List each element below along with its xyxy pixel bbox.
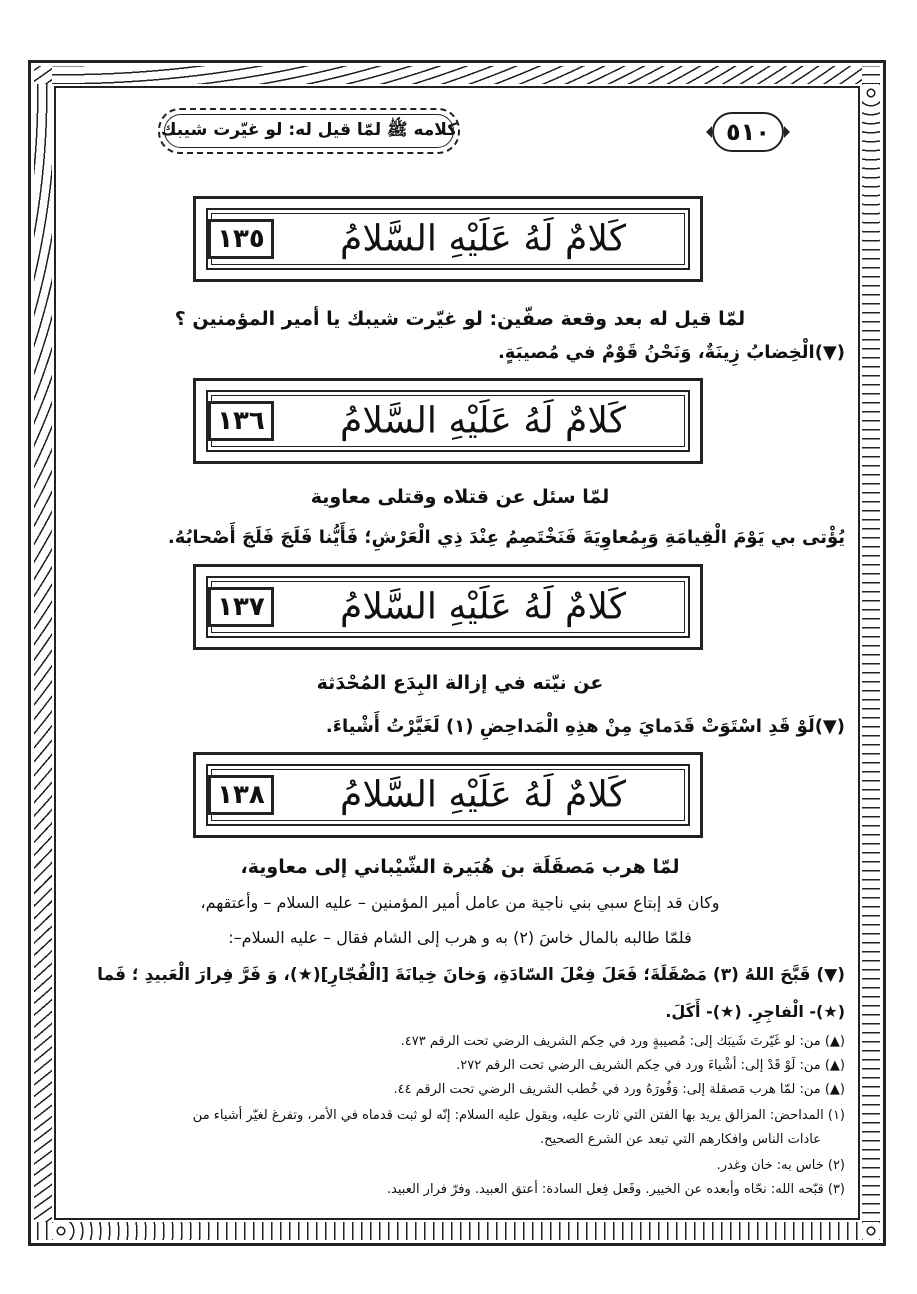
section-number: ١٣٥ xyxy=(208,219,274,259)
section-text: (▼)لَوْ قَدِ اسْتَوَتْ قَدَمايَ مِنْ هذِهِ الْمَداحِضِ (١) لَغَيَّرْتُ أَشْياءَ. xyxy=(325,716,845,737)
section-number: ١٣٦ xyxy=(208,401,274,441)
section-text: (▼) قَبَّحَ اللهُ (٣) مَصْقَلَةَ؛ فَعَلَ فِعْلَ السّادَةِ، وَخانَ خِيانَةَ [الْفُجّارِ](★)، وَ فَرَّ فِرارَ الْعَبيدِ ؛ فَما xyxy=(97,965,845,985)
section-body-line: وكان قد إبتاع سبي بني ناجية من عامل أمير المؤمنين – عليه السلام – وأعتقهم، xyxy=(200,893,720,912)
section-title: كَلامٌ لَهُ عَلَيْهِ السَّلامُ xyxy=(340,218,626,260)
section-occasion: عن نيّته في إزالة البِدَع المُحْدَثة xyxy=(316,672,604,694)
section-number: ١٣٨ xyxy=(208,775,274,815)
section-banner-138 xyxy=(193,752,703,838)
section-occasion: لمّا هرب مَصقَلَة بن هُبَيرة الشّيْباني إلى معاوية، xyxy=(240,856,680,878)
footnote: (▲) من: لمّا هرب مَصقلة إلى: وَفُورَهُ ورد في خُطب الشريف الرضي تحت الرقم ٤٤. xyxy=(393,1082,845,1097)
section-banner-136 xyxy=(193,378,703,464)
section-occasion: لمّا قيل له بعد وقعة صفّين: لو غيّرت شيبك يا أمير المؤمنين ؟ xyxy=(174,308,746,330)
section-title: كَلامٌ لَهُ عَلَيْهِ السَّلامُ xyxy=(340,774,626,816)
section-number: ١٣٧ xyxy=(208,587,274,627)
footnote: (٢) خاس به: خان وغدر. xyxy=(716,1158,845,1173)
section-banner-135 xyxy=(193,196,703,282)
section-banner-137 xyxy=(193,564,703,650)
footnote: (▲) من: لو غَيّرتَ شَيبَك إلى: مُصيبةٍ ورد في حِكم الشريف الرضي تحت الرقم ٤٧٣. xyxy=(400,1034,845,1049)
section-title: كَلامٌ لَهُ عَلَيْهِ السَّلامُ xyxy=(340,400,626,442)
section-body-line: فلمّا طالبه بالمال خاسَ (٢) به و هرب إلى الشام فقال – عليه السلام–: xyxy=(228,928,692,947)
variant-readings: (★)- الْفاجِرِ. (★)- أَكَلَ. xyxy=(665,1002,845,1021)
section-text: يُؤْتى بي يَوْمَ الْقِيامَةِ وَبِمُعاوِيَةَ فَنَخْتَصِمُ عِنْدَ ذِي الْعَرْشِ؛ فَأَيُّنا فَلَجَ فَلَجَ أَصْحابُهُ. xyxy=(167,527,845,548)
section-title: كَلامٌ لَهُ عَلَيْهِ السَّلامُ xyxy=(340,586,626,628)
section-occasion: لمّا سئل عن قتلاه وقتلى معاوية xyxy=(310,486,610,508)
footnote: (٣) قبّحه الله: نحّاه وأبعده عن الخيير. وفَعل فِعل السادة: أعتق العبيد. وفرّ فرار العبيد. xyxy=(386,1182,845,1197)
footnote: عادات الناس وافكارهم التي تبعد عن الشرع الصحيح. xyxy=(539,1132,821,1147)
footnote: (١) المداحض: المزالق يريد بها الفتن التي ثارت عليه، ويقول عليه السلام: إنّه لو ثبت قدماه في الأمر، وتفرغ لغيّر أشياء من xyxy=(192,1108,845,1123)
running-title: كلامه ﷺ لمّا قيل له: لو غيّرت شيبك xyxy=(160,119,458,140)
section-text: (▼)الْخِضابُ زِينَةٌ، وَنَحْنُ قَوْمٌ في مُصيبَةٍ. xyxy=(497,342,845,363)
running-header xyxy=(158,108,460,154)
footnote: (▲) من: لَوْ قَدْ إلى: أشْياءَ ورد في حِكم الشريف الرضي تحت الرقم ٢٧٢. xyxy=(456,1058,845,1073)
page-number: ٥١٠ xyxy=(712,112,784,152)
